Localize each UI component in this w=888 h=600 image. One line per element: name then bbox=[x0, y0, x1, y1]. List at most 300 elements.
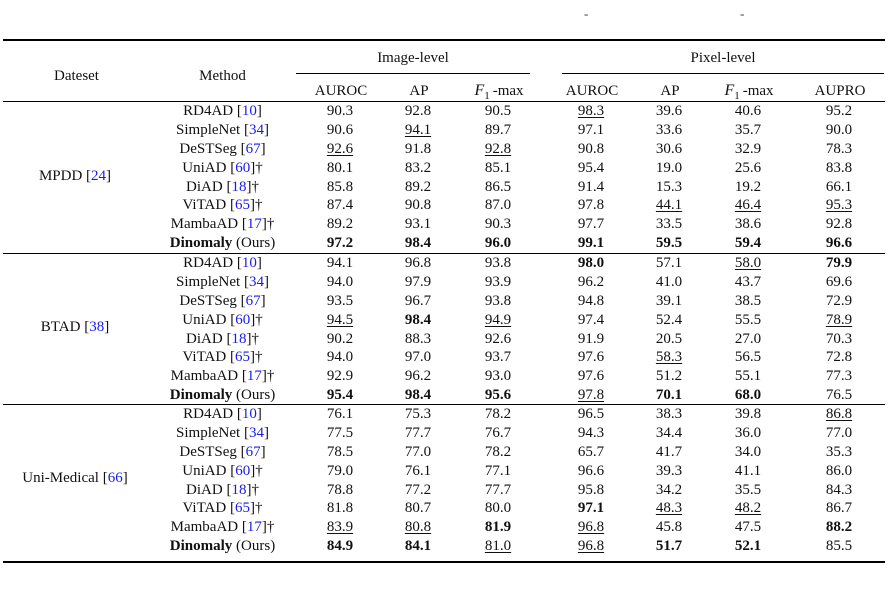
metric-value: 92.8 bbox=[404, 103, 432, 120]
table-row bbox=[3, 329, 883, 348]
metric-value: 57.1 bbox=[655, 255, 683, 272]
metric-value: 36.0 bbox=[734, 425, 762, 442]
metric-value: 93.0 bbox=[484, 368, 512, 385]
value-cell bbox=[545, 234, 637, 253]
results-group bbox=[3, 102, 883, 252]
metric-value: 41.7 bbox=[655, 443, 683, 460]
metric-value: 79.9 bbox=[825, 255, 853, 272]
metric-value: 94.0 bbox=[326, 349, 354, 366]
metric-value: 83.9 bbox=[326, 519, 354, 536]
value-cell bbox=[451, 292, 545, 311]
value-cell bbox=[385, 140, 451, 159]
metric-value: 84.3 bbox=[825, 481, 853, 498]
value-cell bbox=[385, 121, 451, 140]
metric-value: 96.6 bbox=[577, 462, 605, 479]
metric-value: 98.4 bbox=[404, 234, 432, 251]
value-cell bbox=[451, 480, 545, 499]
value-cell bbox=[295, 177, 385, 196]
metric-value: 97.2 bbox=[326, 234, 354, 251]
value-cell bbox=[795, 140, 883, 159]
metric-value: 96.2 bbox=[404, 368, 432, 385]
metric-value: 77.3 bbox=[825, 368, 853, 385]
value-cell bbox=[795, 329, 883, 348]
method-cell: DeSTSeg [67] bbox=[179, 292, 266, 309]
value-cell bbox=[545, 424, 637, 443]
citation-link[interactable]: 17 bbox=[246, 368, 262, 385]
metric-value: 48.3 bbox=[655, 500, 683, 517]
value-cell bbox=[637, 348, 701, 367]
value-cell bbox=[385, 177, 451, 196]
value-cell bbox=[385, 348, 451, 367]
citation-link[interactable]: 18 bbox=[231, 330, 247, 347]
method-name: ViTAD bbox=[182, 349, 227, 366]
value-cell bbox=[637, 424, 701, 443]
table-row bbox=[3, 443, 883, 462]
citation-link[interactable]: 10 bbox=[241, 255, 257, 272]
metric-value: 85.1 bbox=[484, 159, 512, 176]
metric-value: 80.1 bbox=[326, 159, 354, 176]
metric-value: 95.4 bbox=[577, 159, 605, 176]
value-cell bbox=[701, 386, 795, 405]
value-cell bbox=[545, 102, 637, 121]
metric-value: 72.9 bbox=[825, 292, 853, 309]
method-name: SimpleNet bbox=[176, 274, 241, 291]
value-cell bbox=[701, 424, 795, 443]
metric-value: 78.9 bbox=[825, 311, 853, 328]
citation-link[interactable]: 60 bbox=[235, 311, 251, 328]
value-cell bbox=[637, 140, 701, 159]
metric-value: 93.8 bbox=[484, 255, 512, 272]
value-cell bbox=[637, 405, 701, 424]
value-cell bbox=[701, 329, 795, 348]
value-cell bbox=[701, 499, 795, 518]
value-cell bbox=[795, 102, 883, 121]
dataset-cell bbox=[3, 537, 150, 556]
metric-value: 96.2 bbox=[577, 274, 605, 291]
metric-value: 15.3 bbox=[655, 178, 683, 195]
metric-value: 47.5 bbox=[734, 519, 762, 536]
metric-value: 89.2 bbox=[404, 178, 432, 195]
metric-value: 91.8 bbox=[404, 140, 432, 157]
method-cell: UniAD [60]† bbox=[182, 159, 263, 176]
metric-value: 87.0 bbox=[484, 197, 512, 214]
metric-value: 97.1 bbox=[577, 500, 605, 517]
method-cell: RD4AD [10] bbox=[183, 406, 262, 423]
metric-value: 97.9 bbox=[404, 274, 432, 291]
dataset-cell bbox=[3, 234, 150, 253]
metric-value: 51.7 bbox=[655, 537, 683, 554]
value-cell bbox=[545, 499, 637, 518]
value-cell bbox=[451, 386, 545, 405]
value-cell bbox=[637, 196, 701, 215]
value-cell bbox=[295, 405, 385, 424]
metric-value: 77.2 bbox=[404, 481, 432, 498]
method-name: ViTAD bbox=[182, 197, 227, 214]
metric-value: 66.1 bbox=[825, 178, 853, 195]
citation-link[interactable]: 65 bbox=[234, 197, 250, 214]
metric-value: 51.2 bbox=[655, 368, 683, 385]
col-header: AUROC bbox=[565, 83, 619, 99]
value-cell bbox=[385, 424, 451, 443]
metric-value: 91.4 bbox=[577, 178, 605, 195]
value-cell bbox=[295, 480, 385, 499]
value-cell bbox=[295, 386, 385, 405]
value-cell bbox=[385, 537, 451, 556]
metric-value: 44.1 bbox=[655, 197, 683, 214]
method-name: DeSTSeg bbox=[179, 292, 237, 309]
value-cell bbox=[637, 102, 701, 121]
value-cell bbox=[701, 215, 795, 234]
metric-value: 86.8 bbox=[825, 406, 853, 423]
value-cell bbox=[451, 215, 545, 234]
metric-value: 55.5 bbox=[734, 311, 762, 328]
method-name: RD4AD bbox=[183, 255, 234, 272]
metric-value: 86.0 bbox=[825, 462, 853, 479]
value-cell bbox=[701, 348, 795, 367]
value-cell bbox=[795, 367, 883, 386]
value-cell bbox=[451, 348, 545, 367]
citation-link[interactable]: 17 bbox=[246, 519, 262, 536]
citation-link[interactable]: 60 bbox=[235, 462, 251, 479]
value-cell bbox=[451, 329, 545, 348]
value-cell bbox=[451, 158, 545, 177]
method-suffix: † bbox=[266, 216, 275, 233]
method-cell: UniAD [60]† bbox=[182, 462, 263, 479]
method-name: SimpleNet bbox=[176, 122, 241, 139]
citation-link[interactable]: 67 bbox=[245, 140, 261, 157]
metric-value: 96.6 bbox=[825, 234, 853, 251]
metric-value: 93.7 bbox=[484, 349, 512, 366]
metric-value: 46.4 bbox=[734, 197, 762, 214]
value-cell bbox=[701, 292, 795, 311]
method-name: MambaAD bbox=[170, 519, 239, 536]
citation-link[interactable]: 18 bbox=[231, 178, 247, 195]
citation-link[interactable]: 34 bbox=[248, 122, 264, 139]
value-cell bbox=[295, 499, 385, 518]
metric-value: 78.5 bbox=[326, 443, 354, 460]
value-cell bbox=[451, 443, 545, 462]
value-cell bbox=[795, 158, 883, 177]
metric-value: 77.7 bbox=[404, 425, 432, 442]
table-row bbox=[3, 537, 883, 556]
method-suffix: (Ours) bbox=[232, 386, 276, 403]
col-header: AUROC bbox=[314, 83, 368, 99]
metric-value: 95.6 bbox=[484, 386, 512, 403]
value-cell bbox=[451, 254, 545, 273]
metric-value: 40.6 bbox=[734, 103, 762, 120]
metric-value: 97.7 bbox=[577, 216, 605, 233]
value-cell bbox=[295, 348, 385, 367]
metric-value: 41.1 bbox=[734, 462, 762, 479]
value-cell bbox=[701, 158, 795, 177]
metric-value: 33.6 bbox=[655, 122, 683, 139]
method-name: DiAD bbox=[186, 481, 223, 498]
value-cell bbox=[295, 310, 385, 329]
stray-mark: - bbox=[740, 6, 745, 21]
value-cell bbox=[795, 518, 883, 537]
metric-value: 90.0 bbox=[825, 122, 853, 139]
metric-value: 97.6 bbox=[577, 368, 605, 385]
method-cell: SimpleNet [34] bbox=[176, 274, 269, 291]
value-cell bbox=[545, 348, 637, 367]
metric-value: 96.8 bbox=[404, 255, 432, 272]
method-name: RD4AD bbox=[183, 103, 234, 120]
metric-value: 97.1 bbox=[577, 122, 605, 139]
value-cell bbox=[385, 292, 451, 311]
value-cell bbox=[295, 158, 385, 177]
metric-value: 78.2 bbox=[484, 443, 512, 460]
dataset-cell bbox=[3, 292, 150, 311]
metric-value: 45.8 bbox=[655, 519, 683, 536]
metric-value: 91.9 bbox=[577, 330, 605, 347]
value-cell bbox=[701, 273, 795, 292]
value-cell bbox=[701, 405, 795, 424]
value-cell bbox=[295, 424, 385, 443]
method-cell: DeSTSeg [67] bbox=[179, 443, 266, 460]
metric-value: 93.8 bbox=[484, 292, 512, 309]
value-cell bbox=[451, 499, 545, 518]
table-row bbox=[3, 424, 883, 443]
metric-value: 79.0 bbox=[326, 462, 354, 479]
value-cell bbox=[701, 518, 795, 537]
dataset-cell bbox=[3, 480, 150, 499]
value-cell bbox=[385, 461, 451, 480]
value-cell bbox=[385, 254, 451, 273]
value-cell bbox=[451, 234, 545, 253]
value-cell bbox=[545, 537, 637, 556]
metric-value: 35.7 bbox=[734, 122, 762, 139]
value-cell bbox=[795, 443, 883, 462]
value-cell bbox=[385, 499, 451, 518]
metric-value: 88.3 bbox=[404, 330, 432, 347]
value-cell bbox=[701, 443, 795, 462]
value-cell bbox=[295, 196, 385, 215]
metric-value: 92.8 bbox=[484, 140, 512, 157]
dataset-cell bbox=[3, 518, 150, 537]
metric-value: 58.0 bbox=[734, 255, 762, 272]
value-cell bbox=[545, 177, 637, 196]
metric-value: 68.0 bbox=[734, 386, 762, 403]
dataset-cell bbox=[3, 405, 150, 424]
metric-value: 97.6 bbox=[577, 349, 605, 366]
method-suffix: † bbox=[255, 311, 263, 328]
value-cell bbox=[637, 386, 701, 405]
table-row bbox=[3, 386, 883, 405]
metric-value: 34.2 bbox=[655, 481, 683, 498]
metric-value: 80.7 bbox=[404, 500, 432, 517]
value-cell bbox=[451, 518, 545, 537]
metric-value: 39.6 bbox=[655, 103, 683, 120]
method-suffix: † bbox=[266, 368, 275, 385]
method-name: ViTAD bbox=[182, 500, 227, 517]
metric-value: 77.0 bbox=[404, 443, 432, 460]
citation-link[interactable]: 34 bbox=[248, 425, 264, 442]
metric-value: 78.2 bbox=[484, 406, 512, 423]
metric-value: 33.5 bbox=[655, 216, 683, 233]
metric-value: 43.7 bbox=[734, 274, 762, 291]
citation-link[interactable]: 65 bbox=[234, 500, 250, 517]
method-cell: DeSTSeg [67] bbox=[179, 140, 266, 157]
citation-link[interactable]: 10 bbox=[241, 406, 257, 423]
method-name: DiAD bbox=[186, 330, 223, 347]
metric-value: 81.8 bbox=[326, 500, 354, 517]
value-cell bbox=[545, 367, 637, 386]
metric-value: 86.5 bbox=[484, 178, 512, 195]
method-name: UniAD bbox=[182, 311, 227, 328]
method-cell: RD4AD [10] bbox=[183, 255, 262, 272]
value-cell bbox=[451, 367, 545, 386]
metric-value: 85.5 bbox=[825, 537, 853, 554]
value-cell bbox=[295, 329, 385, 348]
metric-value: 96.5 bbox=[577, 406, 605, 423]
value-cell bbox=[637, 310, 701, 329]
metric-value: 77.0 bbox=[825, 425, 853, 442]
value-cell bbox=[545, 158, 637, 177]
value-cell bbox=[295, 273, 385, 292]
citation-link[interactable]: 60 bbox=[235, 159, 251, 176]
table-row bbox=[3, 405, 883, 424]
metric-value: 95.8 bbox=[577, 481, 605, 498]
value-cell bbox=[795, 234, 883, 253]
value-cell bbox=[295, 443, 385, 462]
metric-value: 90.6 bbox=[326, 122, 354, 139]
metric-value: 90.3 bbox=[484, 216, 512, 233]
metric-value: 80.8 bbox=[404, 519, 432, 536]
dataset-cell bbox=[3, 310, 150, 329]
dataset-cell bbox=[3, 177, 150, 196]
metric-value: 89.7 bbox=[484, 122, 512, 139]
metric-value: 77.7 bbox=[484, 481, 512, 498]
value-cell bbox=[795, 215, 883, 234]
value-cell bbox=[451, 273, 545, 292]
table-row bbox=[3, 196, 883, 215]
citation-link[interactable]: 18 bbox=[231, 481, 247, 498]
dataset-cell bbox=[3, 443, 150, 462]
value-cell bbox=[637, 461, 701, 480]
metric-value: 85.8 bbox=[326, 178, 354, 195]
pixel-level-header: Pixel-level bbox=[690, 50, 756, 66]
dataset-label: BTAD [38] bbox=[40, 319, 110, 335]
method-name: MambaAD bbox=[170, 368, 239, 385]
metric-value: 94.5 bbox=[326, 311, 354, 328]
method-name: Dinomaly bbox=[169, 537, 233, 554]
metric-value: 83.2 bbox=[404, 159, 432, 176]
value-cell bbox=[385, 215, 451, 234]
value-cell bbox=[545, 480, 637, 499]
method-cell: SimpleNet [34] bbox=[176, 122, 269, 139]
value-cell bbox=[795, 480, 883, 499]
value-cell bbox=[545, 310, 637, 329]
value-cell bbox=[295, 292, 385, 311]
value-cell bbox=[545, 215, 637, 234]
table-row bbox=[3, 461, 883, 480]
metric-value: 76.1 bbox=[326, 406, 354, 423]
metric-value: 39.8 bbox=[734, 406, 762, 423]
value-cell bbox=[637, 234, 701, 253]
metric-value: 98.0 bbox=[577, 255, 605, 272]
value-cell bbox=[451, 310, 545, 329]
metric-value: 96.8 bbox=[577, 519, 605, 536]
dataset-header: Dateset bbox=[54, 68, 99, 84]
citation-link[interactable]: 17 bbox=[246, 216, 262, 233]
metric-value: 58.3 bbox=[655, 349, 683, 366]
metric-value: 65.7 bbox=[577, 443, 605, 460]
citation-link[interactable]: 67 bbox=[245, 292, 261, 309]
method-cell bbox=[150, 386, 295, 405]
value-cell bbox=[451, 405, 545, 424]
value-cell bbox=[795, 348, 883, 367]
metric-value: 90.3 bbox=[326, 103, 354, 120]
method-suffix: † bbox=[251, 178, 259, 195]
metric-value: 94.1 bbox=[326, 255, 354, 272]
table-row bbox=[3, 518, 883, 537]
metric-value: 75.3 bbox=[404, 406, 432, 423]
method-name: RD4AD bbox=[183, 406, 234, 423]
dataset-cell bbox=[3, 386, 150, 405]
dataset-cell bbox=[3, 461, 150, 480]
metric-value: 38.5 bbox=[734, 292, 762, 309]
dataset-label: MPDD [24] bbox=[38, 168, 112, 184]
table-row bbox=[3, 292, 883, 311]
citation-link[interactable]: 65 bbox=[234, 349, 250, 366]
metric-value: 20.5 bbox=[655, 330, 683, 347]
table-row bbox=[3, 121, 883, 140]
metric-value: 34.4 bbox=[655, 425, 683, 442]
dataset-cell bbox=[3, 329, 150, 348]
metric-value: 59.4 bbox=[734, 234, 762, 251]
citation-link[interactable]: 67 bbox=[245, 443, 261, 460]
value-cell bbox=[385, 273, 451, 292]
metric-value: 95.3 bbox=[825, 197, 853, 214]
results-group bbox=[3, 405, 883, 555]
table-row bbox=[3, 480, 883, 499]
value-cell bbox=[385, 480, 451, 499]
metric-value: 35.3 bbox=[825, 443, 853, 460]
citation-link[interactable]: 10 bbox=[241, 103, 257, 120]
bottom-rule bbox=[3, 561, 885, 563]
table-row bbox=[3, 499, 883, 518]
dataset-cell bbox=[3, 367, 150, 386]
value-cell bbox=[385, 102, 451, 121]
metric-value: 98.4 bbox=[404, 311, 432, 328]
metric-value: 70.3 bbox=[825, 330, 853, 347]
method-suffix: (Ours) bbox=[232, 234, 276, 251]
metric-value: 39.1 bbox=[655, 292, 683, 309]
method-name: MambaAD bbox=[170, 216, 239, 233]
value-cell bbox=[795, 461, 883, 480]
table-row bbox=[3, 177, 883, 196]
results-group bbox=[3, 254, 883, 404]
metric-value: 93.5 bbox=[326, 292, 354, 309]
dataset-cell bbox=[3, 196, 150, 215]
metric-value: 19.2 bbox=[734, 178, 762, 195]
metric-value: 38.3 bbox=[655, 406, 683, 423]
method-suffix: † bbox=[251, 330, 259, 347]
metric-value: 81.0 bbox=[484, 537, 512, 554]
metric-value: 97.0 bbox=[404, 349, 432, 366]
method-suffix: † bbox=[255, 159, 263, 176]
value-cell bbox=[795, 121, 883, 140]
metric-value: 90.8 bbox=[404, 197, 432, 214]
dataset-cell bbox=[3, 102, 150, 121]
value-cell bbox=[795, 254, 883, 273]
value-cell bbox=[545, 518, 637, 537]
metric-value: 94.8 bbox=[577, 292, 605, 309]
method-name: DiAD bbox=[186, 178, 223, 195]
table-row bbox=[3, 310, 883, 329]
method-suffix: † bbox=[266, 519, 275, 536]
citation-link[interactable]: 34 bbox=[248, 274, 264, 291]
